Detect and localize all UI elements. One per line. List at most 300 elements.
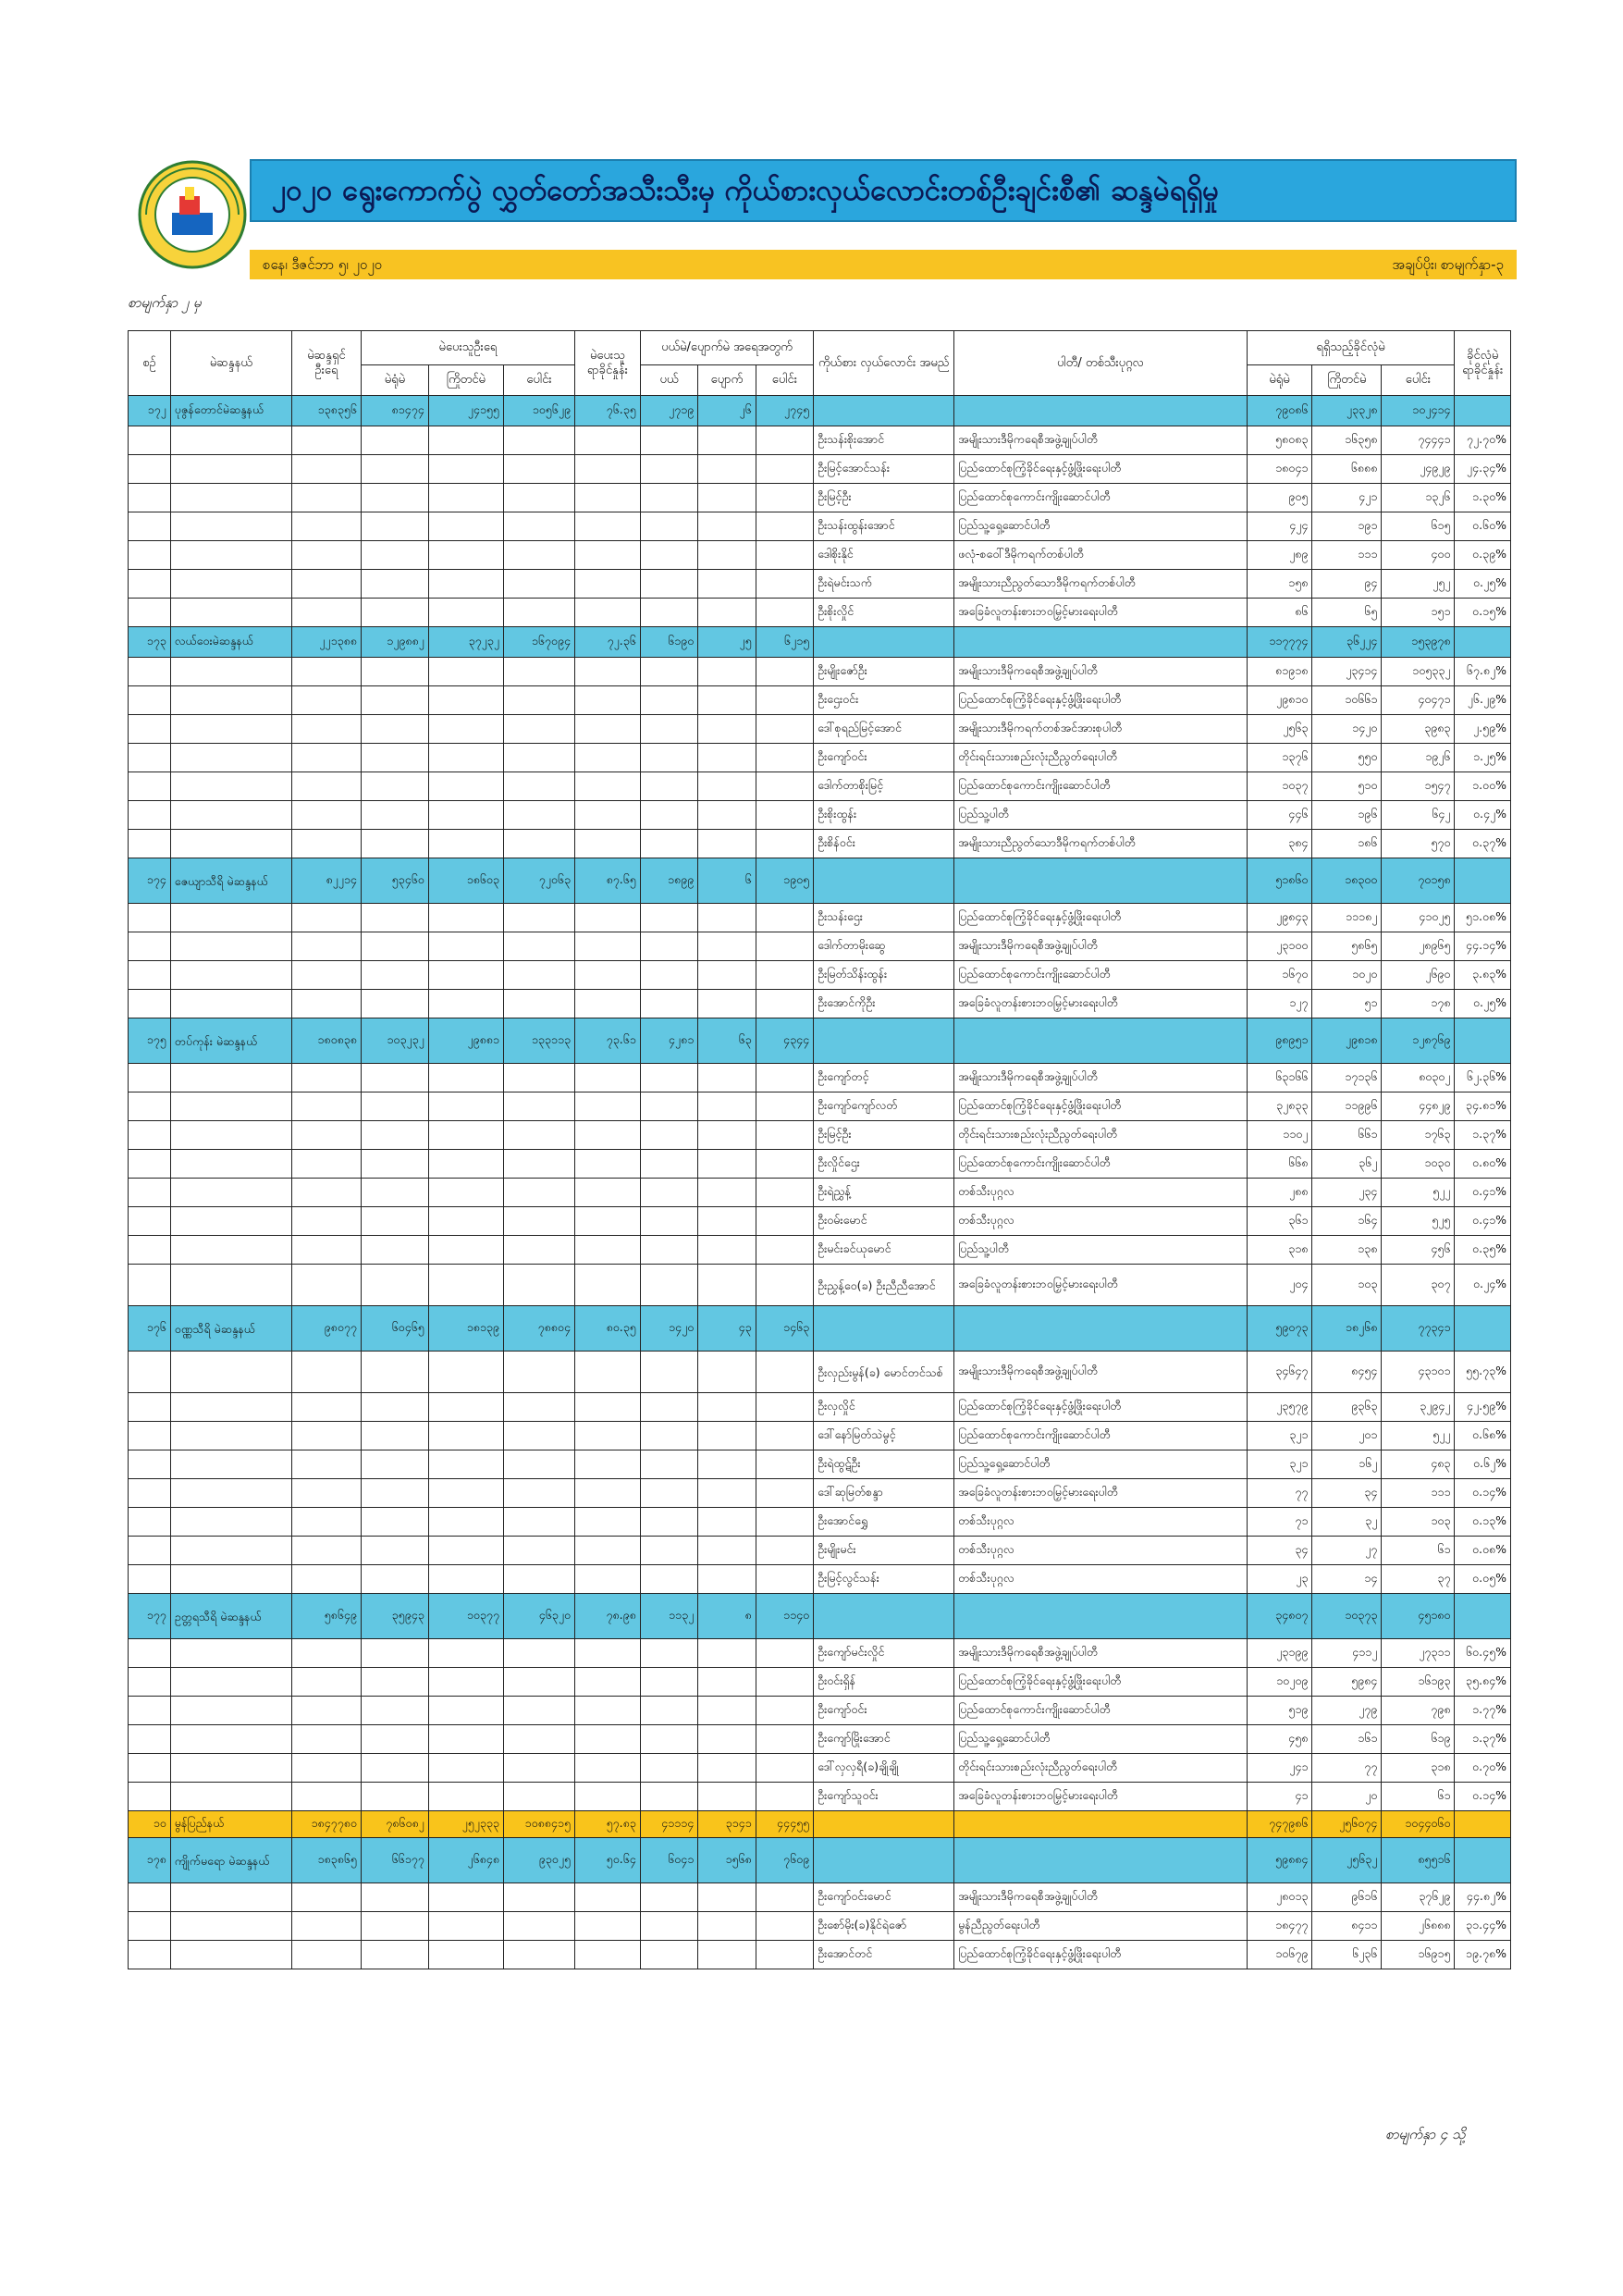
candidate-name: ဦးရဲထွဋ်ဦး (814, 1450, 954, 1479)
empty-cell (814, 627, 954, 658)
empty-cell (698, 484, 756, 512)
party-name: အမျိုးသားဒီမိုကရေစီအဖွဲ့ချုပ်ပါတီ (954, 1883, 1247, 1912)
empty-cell (361, 830, 428, 858)
publication-date: စနေ၊ ဒီဇင်ဘာ ၅၊ ၂၀၂၀ (263, 256, 383, 273)
valid-vote: ၅၁၉ (1247, 1697, 1312, 1725)
voted-station: ၅၃၄၆၀ (361, 858, 428, 904)
empty-cell (129, 1352, 171, 1393)
empty-cell (291, 484, 361, 512)
party-name: အခြေခံလူတန်းစားဘဝမြှင့်မားရေးပါတီ (954, 599, 1247, 627)
valid-percent: ၀.၂၄% (1455, 1265, 1511, 1306)
empty-cell (503, 1697, 574, 1725)
empty-cell (361, 455, 428, 484)
empty-cell (575, 1508, 641, 1537)
empty-cell (575, 1422, 641, 1450)
candidate-row (129, 658, 1511, 686)
candidate-name: ဦးမြင့်အောင်သန်း (814, 455, 954, 484)
empty-cell (640, 686, 697, 715)
valid-advance: ၁၈၆ (1312, 830, 1382, 858)
empty-cell (428, 772, 503, 801)
valid-total: ၄၄၈၂၉ (1382, 1092, 1455, 1121)
empty-cell (428, 830, 503, 858)
empty-cell (1455, 1838, 1511, 1883)
turnout-percent: ၇၃.၆၁ (575, 1018, 641, 1064)
page-reference: အချပ်ပိုး၊ စာမျက်နှာ-၃ (1392, 256, 1504, 273)
voter-count: ၁၈၄၇၇၈၀ (291, 1811, 361, 1838)
valid-percent: ၁.၇၇% (1455, 1697, 1511, 1725)
empty-cell (698, 1179, 756, 1207)
candidate-name: ဒေါ်လှလှရီ(ခ)ချိုချို (814, 1754, 954, 1783)
empty-cell (575, 1064, 641, 1092)
empty-cell (756, 658, 813, 686)
invalid-total: ၁၄၆၃ (756, 1306, 813, 1352)
valid-total: ၄၅၁၈၀ (1382, 1594, 1455, 1639)
empty-cell (756, 932, 813, 961)
empty-cell (756, 1265, 813, 1306)
col-voted-group: မဲပေးသူဦးရေ (361, 331, 574, 365)
party-name: တစ်သီးပုဂ္ဂလ (954, 1508, 1247, 1537)
empty-cell (291, 1179, 361, 1207)
empty-cell (756, 484, 813, 512)
empty-cell (698, 932, 756, 961)
empty-cell (428, 744, 503, 772)
empty-cell (428, 1236, 503, 1265)
voted-advance: ၂၅၂၃၃၃ (428, 1811, 503, 1838)
empty-cell (503, 1668, 574, 1697)
valid-vote: ၁၅၈ (1247, 570, 1312, 599)
empty-cell (428, 1754, 503, 1783)
valid-advance: ၁၁၁ (1312, 541, 1382, 570)
empty-cell (575, 932, 641, 961)
empty-cell (170, 599, 291, 627)
party-name: ပြည်ထောင်စုကြံ့ခိုင်ရေးနှင့်ဖွံ့ဖြိုးရေးပါတီ (954, 904, 1247, 932)
voted-station: ၃၅၉၄၃ (361, 1594, 428, 1639)
empty-cell (170, 1754, 291, 1783)
voted-total: ၁၆၇၀၉၄ (503, 627, 574, 658)
empty-cell (170, 1912, 291, 1941)
empty-cell (129, 1754, 171, 1783)
empty-cell (756, 1639, 813, 1668)
empty-cell (698, 1207, 756, 1236)
valid-percent: ၀.၂၅% (1455, 990, 1511, 1018)
empty-cell (428, 658, 503, 686)
valid-vote: ၁၀၃၇ (1247, 772, 1312, 801)
constituency-row (129, 627, 1511, 658)
empty-cell (698, 961, 756, 990)
empty-cell (170, 830, 291, 858)
valid-percent: ၀.၇၀% (1455, 1754, 1511, 1783)
empty-cell (814, 1594, 954, 1639)
empty-cell (756, 1537, 813, 1565)
valid-percent: ၇၂.၇၀% (1455, 426, 1511, 455)
empty-cell (291, 1265, 361, 1306)
empty-cell (129, 1668, 171, 1697)
empty-cell (756, 1941, 813, 1969)
empty-cell (640, 570, 697, 599)
empty-cell (503, 541, 574, 570)
party-name: ပြည်ထောင်စုကြံ့ခိုင်ရေးနှင့်ဖွံ့ဖြိုးရေးပါတီ (954, 686, 1247, 715)
empty-cell (291, 1537, 361, 1565)
party-name: ပြည်သူ့ရှေ့ဆောင်ပါတီ (954, 1725, 1247, 1754)
valid-total: ၃၂၉၄၂ (1382, 1393, 1455, 1422)
party-name: ပြည်ထောင်စုကောင်းကျိုးဆောင်ပါတီ (954, 772, 1247, 801)
party-name: တစ်သီးပုဂ္ဂလ (954, 1207, 1247, 1236)
valid-total: ၇၄၄၄၁ (1382, 426, 1455, 455)
candidate-row (129, 830, 1511, 858)
empty-cell (1455, 627, 1511, 658)
valid-total: ၇၀၁၅၈ (1382, 858, 1455, 904)
empty-cell (428, 455, 503, 484)
empty-cell (640, 1352, 697, 1393)
candidate-row (129, 1639, 1511, 1668)
sub-vote: မဲရုံမဲ (361, 365, 428, 396)
invalid-total: ၁၉၀၅ (756, 858, 813, 904)
candidate-name: ဒေါ်နော်မြတ်သဲမွင့် (814, 1422, 954, 1450)
empty-cell (640, 801, 697, 830)
empty-cell (698, 1697, 756, 1725)
empty-cell (575, 512, 641, 541)
empty-cell (428, 1352, 503, 1393)
valid-advance: ၁၄ (1312, 1565, 1382, 1594)
empty-cell (361, 961, 428, 990)
empty-cell (756, 1150, 813, 1179)
empty-cell (291, 932, 361, 961)
empty-cell (503, 715, 574, 744)
empty-cell (361, 1352, 428, 1393)
empty-cell (698, 715, 756, 744)
turnout-percent: ၇၆.၃၅ (575, 396, 641, 426)
valid-vote: ၂၃၁၉၉ (1247, 1639, 1312, 1668)
empty-cell (129, 1422, 171, 1450)
empty-cell (291, 1393, 361, 1422)
empty-cell (640, 1265, 697, 1306)
empty-cell (291, 801, 361, 830)
voted-total: ၇၂၀၆၃ (503, 858, 574, 904)
constituency-name: တပ်ကုန်း မဲဆန္ဒနယ် (170, 1018, 291, 1064)
empty-cell (361, 1092, 428, 1121)
empty-cell (640, 904, 697, 932)
valid-percent: ၀.၃၉% (1455, 541, 1511, 570)
invalid-total: ၄၄၄၅၅ (756, 1811, 813, 1838)
empty-cell (291, 1565, 361, 1594)
empty-cell (170, 1393, 291, 1422)
valid-vote: ၇၁ (1247, 1508, 1312, 1537)
party-name: အမျိုးသားဒီမိုကရက်တစ်အင်အားစုပါတီ (954, 715, 1247, 744)
empty-cell (756, 1207, 813, 1236)
empty-cell (428, 1883, 503, 1912)
empty-cell (361, 658, 428, 686)
valid-percent: ၅၅.၇၃% (1455, 1352, 1511, 1393)
valid-advance: ၈၄၁၁ (1312, 1912, 1382, 1941)
empty-cell (640, 1639, 697, 1668)
valid-advance: ၉၄ (1312, 570, 1382, 599)
empty-cell (291, 1450, 361, 1479)
voted-station: ၁၂၉၈၈၂ (361, 627, 428, 658)
empty-cell (756, 830, 813, 858)
empty-cell (640, 455, 697, 484)
valid-advance: ၂၀ (1312, 1783, 1382, 1811)
valid-percent: ၀.၃၅% (1455, 1236, 1511, 1265)
valid-advance: ၁၄၂၀ (1312, 715, 1382, 744)
empty-cell (756, 1783, 813, 1811)
empty-cell (503, 830, 574, 858)
empty-cell (575, 1697, 641, 1725)
valid-percent: ၆၂.၃၆% (1455, 1064, 1511, 1092)
empty-cell (170, 1422, 291, 1450)
party-name: အမျိုးသားဒီမိုကရေစီအဖွဲ့ချုပ်ပါတီ (954, 1639, 1247, 1668)
candidate-row (129, 801, 1511, 830)
valid-percent: ၂၆.၂၉% (1455, 686, 1511, 715)
party-name: အခြေခံလူတန်းစားဘဝမြှင့်မားရေးပါတီ (954, 1479, 1247, 1508)
party-name: တိုင်းရင်းသားစည်းလုံးညီညွတ်ရေးပါတီ (954, 1754, 1247, 1783)
empty-cell (698, 1479, 756, 1508)
candidate-name: ဒေါက်တာစိုးမြင့် (814, 772, 954, 801)
col-candidate: ကိုယ်စား လှယ်လောင်း အမည် (814, 331, 954, 396)
empty-cell (575, 830, 641, 858)
empty-cell (756, 426, 813, 455)
valid-total: ၅၇၀ (1382, 830, 1455, 858)
valid-total: ၂၆၈၈၈ (1382, 1912, 1455, 1941)
valid-total: ၂၈၉၆၅ (1382, 932, 1455, 961)
constituency-name: ပုဇွန်တောင်မဲဆန္ဒနယ် (170, 396, 291, 426)
candidate-row (129, 772, 1511, 801)
empty-cell (698, 1150, 756, 1179)
empty-cell (361, 1265, 428, 1306)
party-name: တိုင်းရင်းသားစည်းလုံးညီညွတ်ရေးပါတီ (954, 744, 1247, 772)
empty-cell (698, 1668, 756, 1697)
invalid-count: ၄၂၈၁ (640, 1018, 697, 1064)
voter-count: ၉၈၀၇၇ (291, 1306, 361, 1352)
empty-cell (361, 1393, 428, 1422)
party-name: အခြေခံလူတန်းစားဘဝမြှင့်မားရေးပါတီ (954, 1783, 1247, 1811)
candidate-name: ဦးသန်းစိုးအောင် (814, 426, 954, 455)
empty-cell (291, 1754, 361, 1783)
empty-cell (129, 1725, 171, 1754)
candidate-row (129, 1422, 1511, 1450)
empty-cell (575, 1883, 641, 1912)
constituency-name: ဥတ္တရသီရိ မဲဆန္ဒနယ် (170, 1594, 291, 1639)
empty-cell (361, 1450, 428, 1479)
voted-advance: ၂၆၈၄၈ (428, 1838, 503, 1883)
empty-cell (756, 570, 813, 599)
valid-percent: ၄၄.၈၂% (1455, 1883, 1511, 1912)
col-party: ပါတီ/ တစ်သီးပုဂ္ဂလ (954, 331, 1247, 396)
region-total-row (129, 1811, 1511, 1838)
candidate-row (129, 744, 1511, 772)
valid-advance: ၂၃၃၂၈ (1312, 396, 1382, 426)
empty-cell (698, 570, 756, 599)
empty-cell (291, 686, 361, 715)
valid-vote: ၄၅၈ (1247, 1725, 1312, 1754)
valid-vote: ၄၁ (1247, 1783, 1312, 1811)
empty-cell (170, 904, 291, 932)
valid-vote: ၃၆၁ (1247, 1207, 1312, 1236)
empty-cell (129, 990, 171, 1018)
empty-cell (640, 1883, 697, 1912)
valid-total: ၃၇၆၂၉ (1382, 1883, 1455, 1912)
valid-vote: ၂၈၀၁၃ (1247, 1883, 1312, 1912)
empty-cell (1455, 1306, 1511, 1352)
party-name: တစ်သီးပုဂ္ဂလ (954, 1565, 1247, 1594)
party-name: တစ်သီးပုဂ္ဂလ (954, 1537, 1247, 1565)
candidate-name: ဦးမင်းခင်ယုမောင် (814, 1236, 954, 1265)
empty-cell (575, 1265, 641, 1306)
valid-total: ၅၂၅ (1382, 1207, 1455, 1236)
empty-cell (698, 830, 756, 858)
valid-vote: ၇၄၇၉၈၆ (1247, 1811, 1312, 1838)
voter-count: ၂၂၁၃၈၈ (291, 627, 361, 658)
invalid-total: ၄၃၄၄ (756, 1018, 813, 1064)
row-number: ၁၇၈ (129, 1838, 171, 1883)
row-number: ၁၇၆ (129, 1306, 171, 1352)
valid-total: ၆၁ (1382, 1537, 1455, 1565)
constituency-name: လယ်ဝေးမဲဆန္ဒနယ် (170, 627, 291, 658)
sub-advance: ကြိုတင်မဲ (428, 365, 503, 396)
empty-cell (640, 1092, 697, 1121)
valid-percent: ၄၄.၁၄% (1455, 932, 1511, 961)
empty-cell (291, 1422, 361, 1450)
valid-total: ၃၀၇ (1382, 1265, 1455, 1306)
empty-cell (503, 961, 574, 990)
empty-cell (129, 904, 171, 932)
page-label: စာမျက်နှာ ၂ မှ (128, 294, 202, 311)
empty-cell (814, 1306, 954, 1352)
empty-cell (503, 658, 574, 686)
empty-cell (129, 426, 171, 455)
candidate-name: ဦးသန်းဌေး (814, 904, 954, 932)
empty-cell (361, 715, 428, 744)
turnout-percent: ၇၂.၃၆ (575, 627, 641, 658)
empty-cell (170, 1352, 291, 1393)
empty-cell (170, 715, 291, 744)
empty-cell (129, 658, 171, 686)
valid-total: ၂၆၉၀ (1382, 961, 1455, 990)
empty-cell (129, 1179, 171, 1207)
candidate-row (129, 1565, 1511, 1594)
valid-percent: ၁.၂၅% (1455, 744, 1511, 772)
empty-cell (291, 1236, 361, 1265)
empty-cell (361, 1697, 428, 1725)
valid-total: ၄၃၁၀၁ (1382, 1352, 1455, 1393)
valid-percent: ၁.၃၀% (1455, 484, 1511, 512)
empty-cell (698, 541, 756, 570)
valid-percent: ၀.၁၄% (1455, 1479, 1511, 1508)
empty-cell (575, 1565, 641, 1594)
empty-cell (575, 1639, 641, 1668)
party-name: ပြည်ထောင်စုကြံ့ခိုင်ရေးနှင့်ဖွံ့ဖြိုးရေးပါတီ (954, 455, 1247, 484)
empty-cell (428, 484, 503, 512)
row-number: ၁၇၄ (129, 858, 171, 904)
valid-vote: ၂၈၈ (1247, 1179, 1312, 1207)
empty-cell (698, 1725, 756, 1754)
empty-cell (170, 1207, 291, 1236)
voted-station: ၈၁၄၇၄ (361, 396, 428, 426)
sub-total: ပေါင်း (503, 365, 574, 396)
valid-total: ၇၉၈ (1382, 1697, 1455, 1725)
valid-advance: ၉၆၁၆ (1312, 1883, 1382, 1912)
col-voters: မဲဆန္ဒရှင် ဦးရေ (291, 331, 361, 396)
empty-cell (575, 1236, 641, 1265)
empty-cell (361, 1479, 428, 1508)
candidate-row (129, 541, 1511, 570)
empty-cell (756, 512, 813, 541)
empty-cell (640, 1393, 697, 1422)
empty-cell (503, 1565, 574, 1594)
empty-cell (170, 1265, 291, 1306)
valid-percent: ၃.၈၃% (1455, 961, 1511, 990)
party-name: ပြည်သူ့ပါတီ (954, 1236, 1247, 1265)
constituency-name: မွန်ပြည်နယ် (170, 1811, 291, 1838)
invalid-count: ၂၇၁၉ (640, 396, 697, 426)
empty-cell (170, 932, 291, 961)
valid-percent: ၁.၃၇% (1455, 1121, 1511, 1150)
valid-advance: ၁၀၃၇၃ (1312, 1594, 1382, 1639)
candidate-name: ဦးရဲမင်းသက် (814, 570, 954, 599)
valid-advance: ၄၁၁၂ (1312, 1639, 1382, 1668)
valid-vote: ၃၄ (1247, 1537, 1312, 1565)
valid-advance: ၁၇၁၃၆ (1312, 1064, 1382, 1092)
voted-total: ၁၀၈၈၄၁၅ (503, 1811, 574, 1838)
empty-cell (291, 715, 361, 744)
empty-cell (575, 1668, 641, 1697)
valid-total: ၂၇၃၁၁ (1382, 1639, 1455, 1668)
empty-cell (291, 599, 361, 627)
empty-cell (170, 1179, 291, 1207)
empty-cell (575, 1912, 641, 1941)
empty-cell (503, 904, 574, 932)
candidate-name: ဦးသန်းထွန်းအောင် (814, 512, 954, 541)
empty-cell (756, 990, 813, 1018)
empty-cell (291, 1883, 361, 1912)
valid-advance: ၂၉၈၁၈ (1312, 1018, 1382, 1064)
candidate-row (129, 1179, 1511, 1207)
valid-vote: ၁၃၇၆ (1247, 744, 1312, 772)
valid-advance: ၂၅၆၀၇၄ (1312, 1811, 1382, 1838)
empty-cell (428, 715, 503, 744)
empty-cell (640, 1783, 697, 1811)
valid-total: ၄၅၆ (1382, 1236, 1455, 1265)
empty-cell (756, 772, 813, 801)
invalid-count: ၆၀၄၁ (640, 1838, 697, 1883)
empty-cell (756, 1668, 813, 1697)
empty-cell (756, 715, 813, 744)
party-name: ပြည်ထောင်စုကောင်းကျိုးဆောင်ပါတီ (954, 484, 1247, 512)
empty-cell (698, 1265, 756, 1306)
sub-vote: မဲရုံမဲ (1247, 365, 1312, 396)
empty-cell (640, 512, 697, 541)
empty-cell (954, 858, 1247, 904)
empty-cell (503, 599, 574, 627)
empty-cell (640, 426, 697, 455)
empty-cell (291, 1639, 361, 1668)
empty-cell (756, 1479, 813, 1508)
empty-cell (170, 1537, 291, 1565)
sub-invalid: ပယ် (640, 365, 697, 396)
candidate-name: ဒေါစိုးနိုင် (814, 541, 954, 570)
empty-cell (698, 1092, 756, 1121)
empty-cell (361, 484, 428, 512)
empty-cell (503, 1121, 574, 1150)
empty-cell (428, 1450, 503, 1479)
empty-cell (361, 1537, 428, 1565)
empty-cell (291, 772, 361, 801)
empty-cell (503, 772, 574, 801)
empty-cell (503, 1912, 574, 1941)
empty-cell (428, 1941, 503, 1969)
empty-cell (129, 1883, 171, 1912)
empty-cell (575, 1725, 641, 1754)
empty-cell (954, 1018, 1247, 1064)
